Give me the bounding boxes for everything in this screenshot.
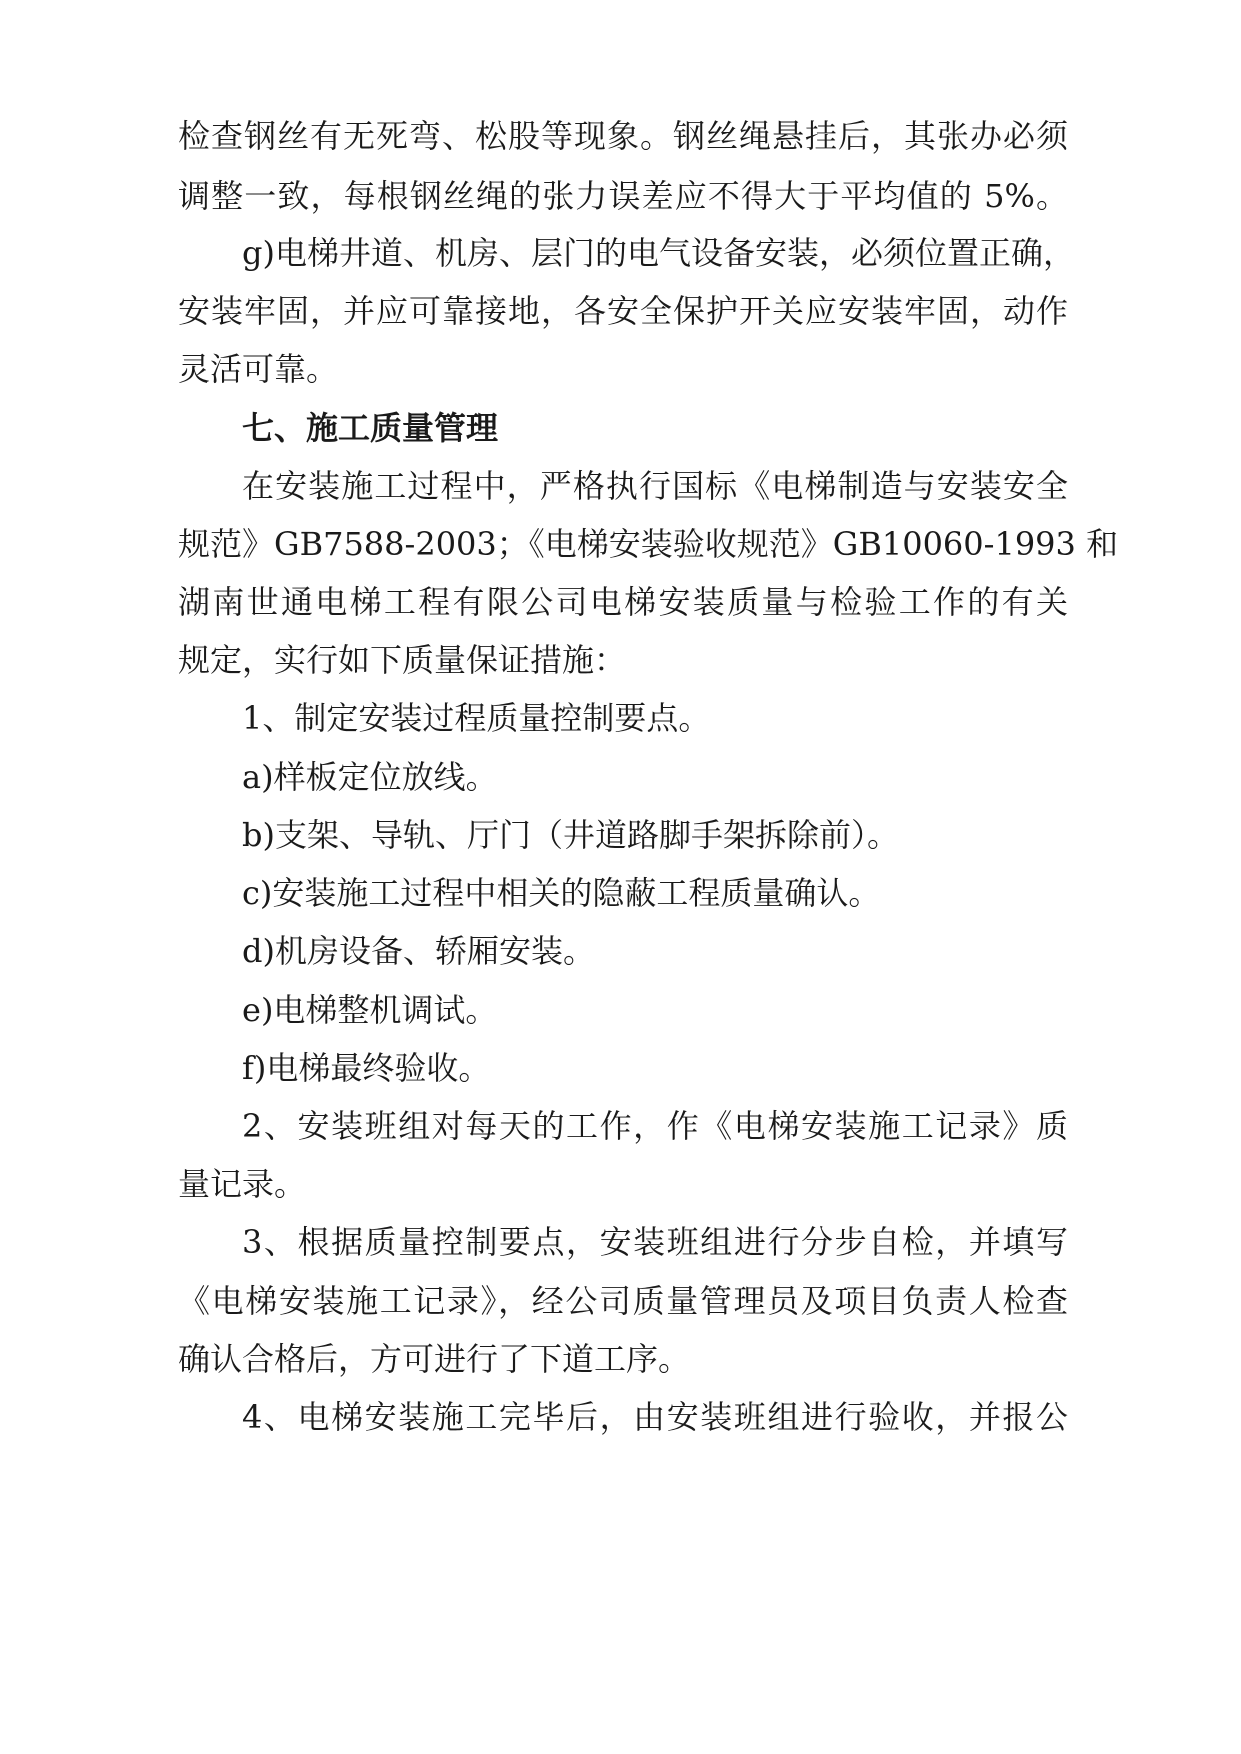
paragraph-line: 调整一致，每根钢丝绳的张力误差应不得大于平均值的 5%。 xyxy=(178,177,1068,215)
paragraph-line: 确认合格后，方可进行了下道工序。 xyxy=(178,1340,691,1378)
section-heading: 七、施工质量管理 xyxy=(242,409,499,447)
paragraph-line: 安装牢固，并应可靠接地，各安全保护开关应安装牢固，动作 xyxy=(178,292,1068,330)
paragraph-line: 规定，实行如下质量保证措施： xyxy=(178,641,627,679)
paragraph-line: 规范》GB7588-2003；《电梯安装验收规范》GB10060-1993 和 xyxy=(178,525,1119,563)
paragraph-line: 量记录。 xyxy=(178,1165,307,1203)
list-item: 1、制定安装过程质量控制要点。 xyxy=(242,699,711,737)
list-item: 2、安装班组对每天的工作，作《电梯安装施工记录》质 xyxy=(242,1107,1068,1145)
paragraph-line: g)电梯井道、机房、层门的电气设备安装，必须位置正确， xyxy=(242,234,1075,272)
list-item: d)机房设备、轿厢安装。 xyxy=(242,932,595,970)
paragraph-line: 检查钢丝有无死弯、松股等现象。钢丝绳悬挂后，其张办必须 xyxy=(178,117,1068,155)
paragraph-line: 在安装施工过程中，严格执行国标《电梯制造与安装安全 xyxy=(242,467,1068,505)
list-item: c)安装施工过程中相关的隐蔽工程质量确认。 xyxy=(242,874,881,912)
paragraph-line: 湖南世通电梯工程有限公司电梯安装质量与检验工作的有关 xyxy=(178,583,1068,621)
list-item: a)样板定位放线。 xyxy=(242,758,498,796)
list-item: 3、根据质量控制要点，安装班组进行分步自检，并填写 xyxy=(242,1223,1068,1261)
list-item: 4、电梯安装施工完毕后，由安装班组进行验收，并报公 xyxy=(242,1398,1068,1436)
list-item: e)电梯整机调试。 xyxy=(242,991,498,1029)
list-item: b)支架、导轨、厅门（井道路脚手架拆除前）。 xyxy=(242,816,899,854)
paragraph-line: 灵活可靠。 xyxy=(178,350,339,388)
list-item: f)电梯最终验收。 xyxy=(242,1049,491,1087)
paragraph-line: 《电梯安装施工记录》，经公司质量管理员及项目负责人检查 xyxy=(178,1282,1068,1320)
